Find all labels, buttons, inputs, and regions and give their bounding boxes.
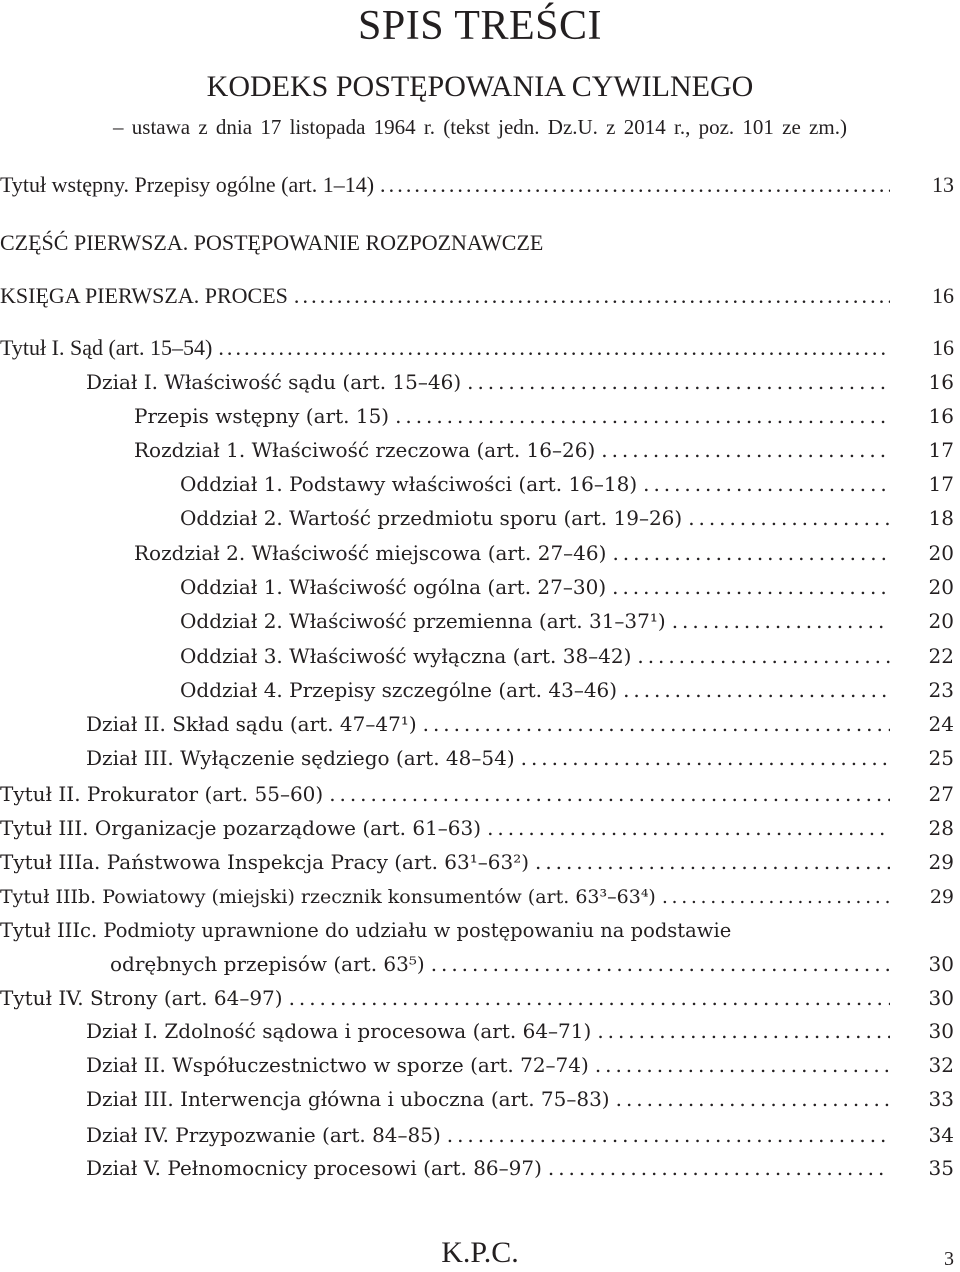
toc-entry-label: Tytuł IIIa. Państwowa Inspekcja Pracy (art. 63¹–63²) bbox=[0, 850, 530, 874]
toc-entry-label: Dział III. Interwencja główna i uboczna (art. 75–83) bbox=[86, 1087, 610, 1111]
toc-entry-dzial-i[interactable] bbox=[86, 365, 960, 399]
leader-dots bbox=[597, 1014, 890, 1048]
leader-dots bbox=[294, 279, 890, 313]
toc-entry-page: 35 bbox=[928, 1156, 954, 1180]
toc-entry-page: 30 bbox=[928, 952, 954, 976]
leader-dots bbox=[601, 433, 890, 467]
leader-dots bbox=[218, 331, 890, 365]
toc-entry-dzial-ii[interactable] bbox=[86, 707, 960, 741]
leader-dots bbox=[487, 811, 890, 845]
page-title: SPIS TREŚCI bbox=[358, 3, 602, 49]
toc-entry-page: 23 bbox=[928, 678, 954, 702]
leader-dots bbox=[612, 536, 890, 570]
toc-entry-dzial-iii[interactable] bbox=[86, 741, 960, 775]
toc-entry-oddzial-1-ogolna[interactable] bbox=[180, 570, 960, 604]
toc-entry-page: 16 bbox=[932, 335, 954, 360]
toc-entry-page: 29 bbox=[928, 850, 954, 874]
toc-entry-oddzial-2[interactable] bbox=[180, 501, 960, 535]
toc-entry-tytul-iiib[interactable] bbox=[0, 880, 960, 914]
leader-dots bbox=[380, 168, 890, 202]
leader-dots bbox=[662, 880, 890, 914]
toc-entry-page: 32 bbox=[928, 1053, 954, 1077]
toc-entry-oddzial-2-przemienna[interactable] bbox=[180, 604, 960, 638]
leader-dots bbox=[431, 947, 890, 981]
toc-entry-label: Tytuł I. Sąd (art. 15–54) bbox=[0, 335, 213, 360]
toc-entry-page: 20 bbox=[928, 541, 954, 565]
toc-entry-dzial-iv-strony[interactable] bbox=[86, 1118, 960, 1152]
leader-dots bbox=[595, 1048, 890, 1082]
law-reference: – ustawa z dnia 17 listopada 1964 r. (tekst jedn. Dz.U. z 2014 r., poz. 101 ze zm.) bbox=[113, 115, 847, 139]
toc-entry-page: 20 bbox=[928, 609, 954, 633]
toc-entry-page: 17 bbox=[928, 438, 954, 462]
leader-dots bbox=[467, 365, 890, 399]
toc-entry-label: Tytuł IIIc. Podmioty uprawnione do udziału w postępowaniu na podstawie bbox=[0, 919, 732, 942]
toc-entry-label: Przepis wstępny (art. 15) bbox=[134, 404, 390, 428]
toc-entry-oddzial-4[interactable] bbox=[180, 673, 960, 707]
toc-entry-rozdzial-2[interactable] bbox=[134, 536, 960, 570]
leader-dots bbox=[395, 399, 890, 433]
toc-entry-dzial-ii-strony[interactable] bbox=[86, 1048, 960, 1082]
toc-entry-label: Oddział 1. Podstawy właściwości (art. 16–18) bbox=[180, 472, 638, 496]
toc-entry-page: 33 bbox=[928, 1087, 954, 1111]
toc-entry-page: 22 bbox=[928, 644, 954, 668]
toc-entry-page: 20 bbox=[928, 575, 954, 599]
toc-entry-label: Dział I. Zdolność sądowa i procesowa (art. 64–71) bbox=[86, 1019, 592, 1043]
toc-entry-page: 27 bbox=[928, 782, 954, 806]
toc-entry-page: 24 bbox=[928, 712, 954, 736]
leader-dots bbox=[612, 570, 890, 604]
toc-entry-page: 25 bbox=[928, 746, 954, 770]
toc-entry-label: Oddział 2. Właściwość przemienna (art. 31–37¹) bbox=[180, 609, 666, 633]
toc-entry-tytul-wstepny[interactable] bbox=[0, 168, 960, 202]
toc-entry-tytul-ii[interactable] bbox=[0, 777, 960, 811]
toc-entry-tytul-iiic-cont[interactable] bbox=[110, 947, 960, 981]
leader-dots bbox=[423, 707, 890, 741]
leader-dots bbox=[289, 981, 890, 1015]
toc-entry-oddzial-1[interactable] bbox=[180, 467, 960, 501]
leader-dots bbox=[688, 501, 890, 535]
leader-dots bbox=[548, 1151, 890, 1185]
toc-entry-tytul-iii[interactable] bbox=[0, 811, 960, 845]
toc-entry-page: 30 bbox=[928, 1019, 954, 1043]
toc-entry-label: KSIĘGA PIERWSZA. PROCES bbox=[0, 283, 288, 308]
toc-entry-label: Oddział 2. Wartość przedmiotu sporu (art. 19–26) bbox=[180, 506, 683, 530]
toc-entry-page: 29 bbox=[929, 886, 954, 908]
toc-entry-label: Dział III. Wyłączenie sędziego (art. 48–54) bbox=[86, 746, 515, 770]
toc-entry-page: 34 bbox=[928, 1123, 954, 1147]
toc-entry-dzial-iii-strony[interactable] bbox=[86, 1082, 960, 1116]
toc-entry-tytul-i[interactable] bbox=[0, 331, 960, 365]
leader-dots bbox=[329, 777, 890, 811]
toc-entry-tytul-iiia[interactable] bbox=[0, 845, 960, 879]
leader-dots bbox=[623, 673, 890, 707]
toc-entry-page: 28 bbox=[928, 816, 954, 840]
toc-entry-label: Tytuł wstępny. Przepisy ogólne (art. 1–14) bbox=[0, 172, 375, 197]
toc-entry-label: Oddział 4. Przepisy szczególne (art. 43–46) bbox=[180, 678, 618, 702]
toc-entry-page: 13 bbox=[932, 172, 954, 197]
leader-dots bbox=[616, 1082, 890, 1116]
leader-dots bbox=[672, 604, 890, 638]
toc-entry-page: 30 bbox=[928, 986, 954, 1010]
toc-entry-tytul-iiic[interactable] bbox=[0, 914, 960, 948]
toc-entry-label: Dział I. Właściwość sądu (art. 15–46) bbox=[86, 370, 462, 394]
toc-entry-rozdzial-1[interactable] bbox=[134, 433, 960, 467]
toc-entry-label: Dział V. Pełnomocnicy procesowi (art. 86–97) bbox=[86, 1156, 542, 1180]
toc-entry-label: Dział II. Współuczestnictwo w sporze (art. 72–74) bbox=[86, 1053, 589, 1077]
footer-code-abbreviation: K.P.C. bbox=[441, 1236, 519, 1269]
leader-dots bbox=[447, 1118, 890, 1152]
toc-entry-label: Dział IV. Przypozwanie (art. 84–85) bbox=[86, 1123, 441, 1147]
toc-entry-przepis-wstepny[interactable] bbox=[134, 399, 960, 433]
code-title: KODEKS POSTĘPOWANIA CYWILNEGO bbox=[206, 70, 754, 103]
toc-entry-label: Tytuł IIIb. Powiatowy (miejski) rzecznik konsumentów (art. 63³–63⁴) bbox=[0, 886, 656, 908]
toc-entry-page: 16 bbox=[928, 404, 954, 428]
toc-entry-label: odrębnych przepisów (art. 63⁵) bbox=[110, 952, 425, 976]
toc-entry-label: Oddział 1. Właściwość ogólna (art. 27–30) bbox=[180, 575, 607, 599]
toc-entry-label: Tytuł II. Prokurator (art. 55–60) bbox=[0, 782, 324, 806]
toc-entry-page: 18 bbox=[928, 506, 954, 530]
toc-entry-label: Tytuł IV. Strony (art. 64–97) bbox=[0, 986, 283, 1010]
toc-entry-label: Dział II. Skład sądu (art. 47–47¹) bbox=[86, 712, 417, 736]
toc-entry-dzial-i-strony[interactable] bbox=[86, 1014, 960, 1048]
toc-entry-label: Tytuł III. Organizacje pozarządowe (art. 61–63) bbox=[0, 816, 482, 840]
leader-dots bbox=[643, 467, 890, 501]
toc-entry-label: Rozdział 1. Właściwość rzeczowa (art. 16–26) bbox=[134, 438, 596, 462]
leader-dots bbox=[637, 639, 890, 673]
toc-entry-label: Oddział 3. Właściwość wyłączna (art. 38–42) bbox=[180, 644, 632, 668]
toc-entry-ksiega-pierwsza[interactable] bbox=[0, 279, 960, 313]
toc-entry-tytul-iv[interactable] bbox=[0, 981, 960, 1015]
leader-dots bbox=[535, 845, 890, 879]
toc-entry-oddzial-3[interactable] bbox=[180, 639, 960, 673]
toc-entry-label: Rozdział 2. Właściwość miejscowa (art. 27–46) bbox=[134, 541, 607, 565]
toc-entry-page: 16 bbox=[932, 283, 954, 308]
part-heading: CZĘŚĆ PIERWSZA. POSTĘPOWANIE ROZPOZNAWCZE bbox=[0, 230, 544, 255]
toc-entry-page: 17 bbox=[928, 472, 954, 496]
toc-entry-page: 16 bbox=[928, 370, 954, 394]
leader-dots bbox=[521, 741, 890, 775]
toc-entry-dzial-v-strony[interactable] bbox=[86, 1151, 960, 1185]
page-number: 3 bbox=[944, 1248, 954, 1270]
